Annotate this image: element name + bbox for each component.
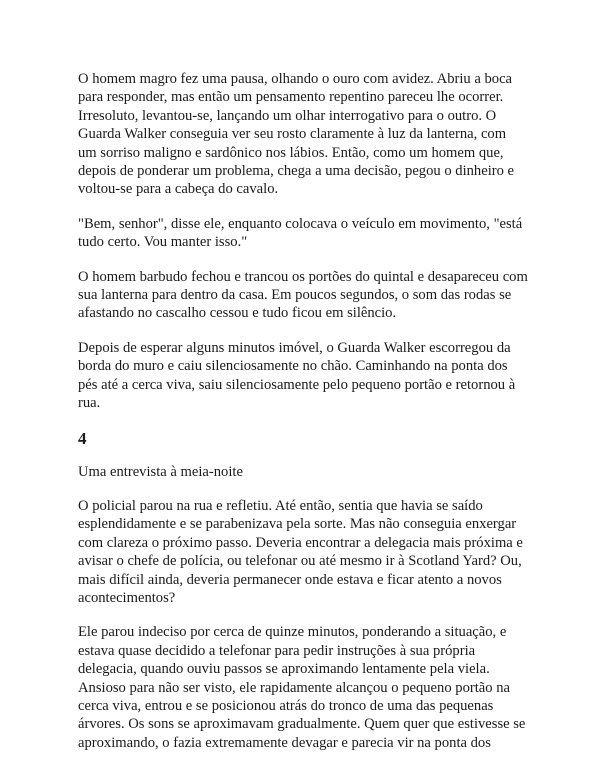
chapter-number: 4 <box>78 428 87 448</box>
paragraph: O homem barbudo fechou e trancou os portões do quintal e desapareceu com sua lanterna para dentro da casa. Em poucos segundos, o som das rodas se afastando no cascalho cessou e tudo ficou em silêncio. <box>78 268 528 322</box>
paragraph: O homem magro fez uma pausa, olhando o ouro com avidez. Abriu a boca para responder, mas então um pensamento repentino pareceu lhe ocorrer. Irresoluto, levantou-se, lançando um olhar interrogativo para o outro. O Guarda Walker conseguia ver seu rosto claramente à luz da lanterna, com um sorriso maligno e sardônico nos lábios. Então, como um homem que, depois de ponderar um problema, chega a uma decisão, pegou o dinheiro e voltou-se para a cabeça do cavalo. <box>78 71 515 198</box>
paragraph: O policial parou na rua e refletiu. Até então, sentia que havia se saído esplendidamente e se parabenizava pela sorte. Mas não conseguia enxergar com clareza o próximo passo. Deveria encontrar a delegacia mais próxima e avisar o chefe de polícia, ou telefonar ou até mesmo ir à Scotland Yard? Ou, mais difícil ainda, deveria permanecer onde estava e ficar atento a novos acontecimentos? <box>78 497 523 606</box>
paragraph: Depois de esperar alguns minutos imóvel, o Guarda Walker escorregou da borda do muro e caiu silenciosamente no chão. Caminhando na ponta dos pés até a cerca viva, saiu silenciosamente pelo pequeno portão e retornou à rua. <box>78 339 516 412</box>
chapter-title: Uma entrevista à meia-noite <box>78 463 243 480</box>
document-page <box>78 70 528 768</box>
paragraph: "Bem, senhor", disse ele, enquanto colocava o veículo em movimento, "está tudo certo. Vou manter isso." <box>78 215 523 251</box>
paragraph: Ele parou indeciso por cerca de quinze minutos, ponderando a situação, e estava quase decidido a telefonar para pedir instruções à sua própria delegacia, quando ouviu passos se aproximando lentamente pela viela. Ansioso para não ser visto, ele rapidamente alcançou o pequeno portão na cerca viva, entrou e se posicionou atrás do tronco de uma das pequenas árvores. Os sons se aproximavam gradualmente. Quem quer que estivesse se aproximando, o fazia extremamente devagar e parecia vir na ponta dos <box>78 624 526 751</box>
